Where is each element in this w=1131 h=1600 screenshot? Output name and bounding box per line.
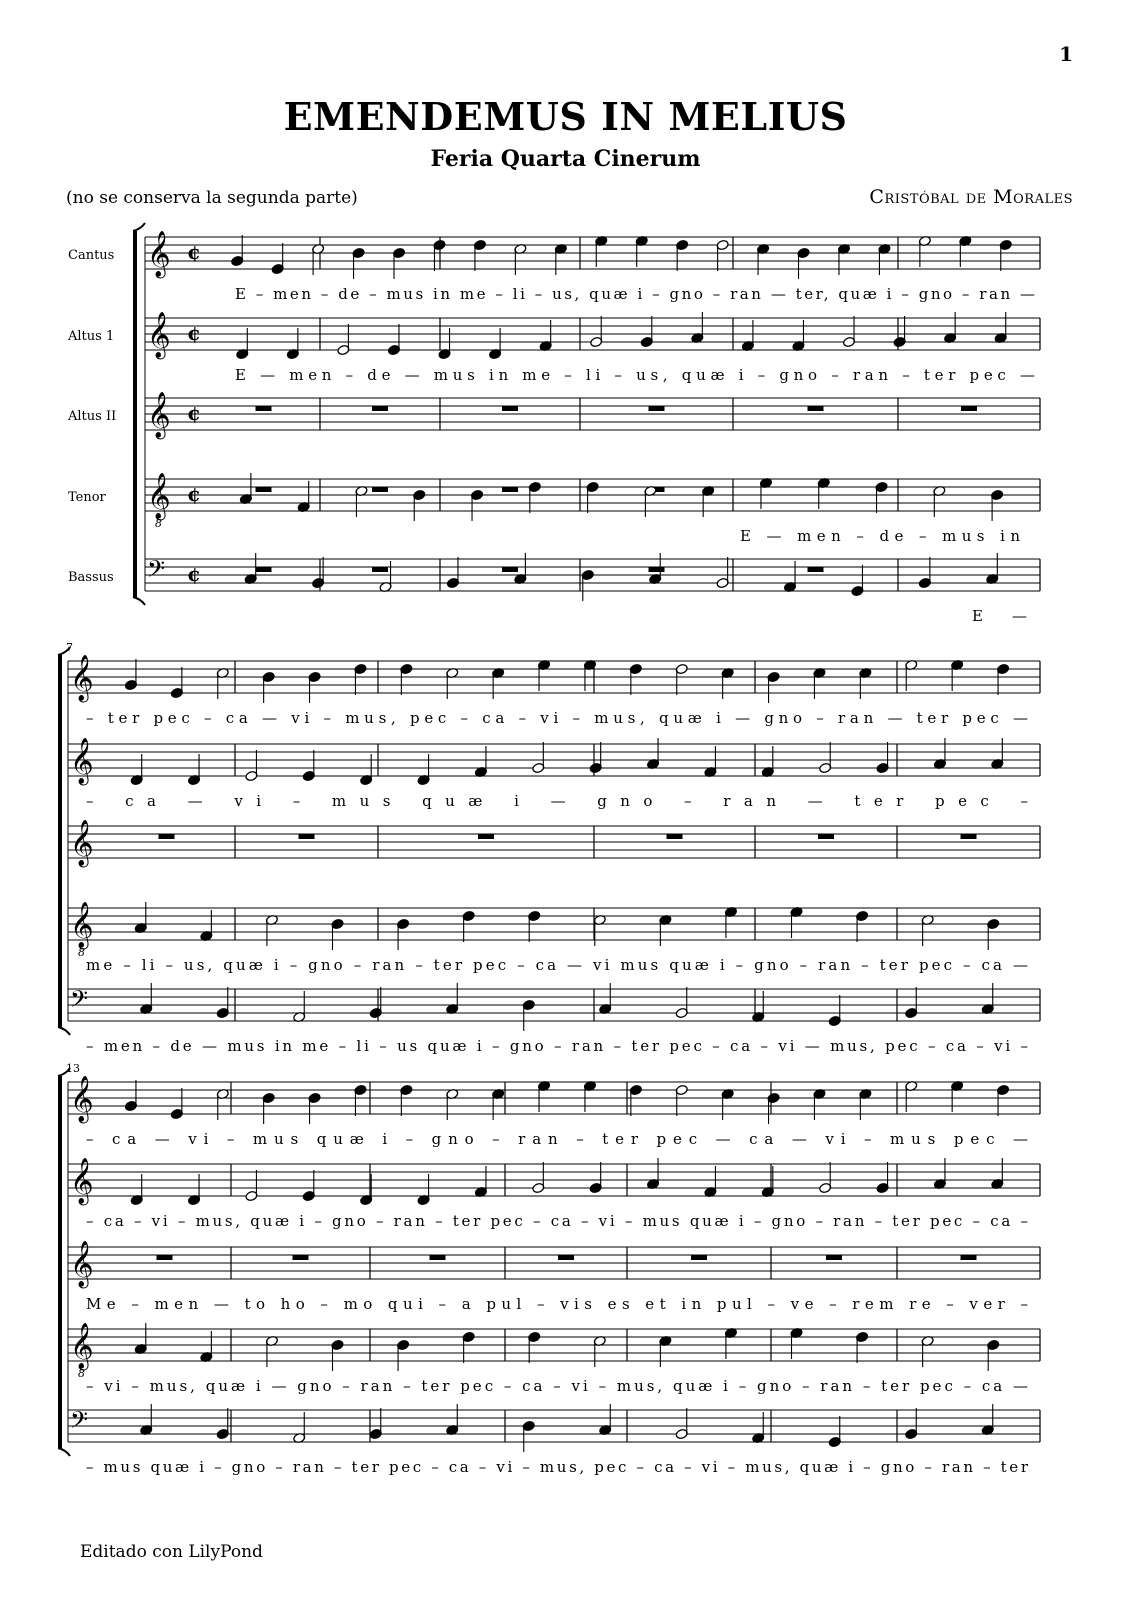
treble-clef: 𝄞 [70,1241,94,1287]
time-signature: ¢ [187,482,201,506]
whole-rest [502,567,518,572]
lyric-line: – ca – vi – mus, quæ i – gno – ran – ter pec – ca – vi – mus quæ i – gno – ran – ter pec – ca – [86,1212,1029,1230]
whole-rest [157,1255,173,1260]
lyric-line: me – li – us, quæ i – gno – ran – ter pec – ca — vi mus quæ i – gno – ran – ter pec – ca — [86,956,1028,974]
lyric-line: – ter pec – ca — vi – mus, pec – ca – vi – mus, quæ i — gno – ran — ter pec — [86,709,1028,727]
whole-rest [372,406,388,411]
lyric-line: E — [972,607,1027,625]
treble-clef: 𝄞 [70,902,94,948]
octave-marker: 8 [78,1367,85,1380]
footer-credit: Editado con LilyPond [80,1542,263,1562]
whole-rest [818,834,834,839]
lyric-line: – mus quæ i – gno – ran – ter pec – ca – vi – mus, pec – ca – vi – mus, quæ i – gno – ran – ter [86,1458,1029,1476]
time-signature: ¢ [187,321,201,345]
whole-rest [649,406,665,411]
bass-clef: 𝄢 [70,985,89,1018]
bracket-hook-bottom [58,1448,70,1456]
whole-rest [808,406,824,411]
whole-rest [808,567,824,572]
treble-clef: 𝄞 [147,231,171,277]
lyric-line: – ca — vi – mus quæ i – gno – ran – ter pec — ca — vi – mus pec — [86,1130,1028,1148]
treble-clef: 𝄞 [70,1158,94,1204]
treble-clef: 𝄞 [70,1323,94,1369]
lyric-line: E — men – de – mus in [740,527,1020,545]
treble-clef: 𝄞 [70,820,94,866]
voice-label: Bassus [68,570,114,585]
edition-note: (no se conserva la segunda parte) [66,188,358,208]
treble-clef: 𝄞 [70,738,94,784]
whole-rest [256,567,272,572]
voice-label: Altus 1 [68,329,115,344]
lyric-line: Me – men — to ho – mo qui – a pul – vis es et in pul – ve – rem re – ver – [86,1295,1029,1313]
voice-label: Altus II [68,409,117,424]
whole-rest [256,406,272,411]
whole-rest [256,487,272,492]
treble-clef: 𝄞 [147,392,171,438]
treble-clef: 𝄞 [70,1076,94,1122]
whole-rest [430,1255,446,1260]
whole-rest [961,834,977,839]
whole-rest [293,1255,309,1260]
measure-number: 13 [66,1062,80,1075]
whole-rest [826,1255,842,1260]
whole-rest [159,834,175,839]
lyric-line: – ca — vi – mus quæ i — gno – ran — ter pec – [86,792,1028,810]
lyric-line: – men – de — mus in me – li – us quæ i – gno – ran – ter pec – ca – vi — mus, pec – ca – vi – [86,1037,1028,1055]
bracket-hook-bottom [58,1027,70,1035]
voice-label: Cantus [68,248,115,263]
whole-rest [478,834,494,839]
time-signature: ¢ [187,562,201,586]
whole-rest [372,487,388,492]
piece-subtitle: Feria Quarta Cinerum [430,146,701,172]
whole-rest [558,1255,574,1260]
bracket-hook-top [133,223,145,231]
time-signature: ¢ [187,240,201,264]
time-signature: ¢ [187,401,201,425]
treble-clef: 𝄞 [70,655,94,701]
whole-rest [372,567,388,572]
voice-label: Tenor [68,490,106,505]
lyric-line: E – men – de – mus in me – li – us, quæ i – gno – ran — ter, quæ i – gno – ran — [235,285,1035,303]
whole-rest [667,834,683,839]
measure-number: 7 [66,641,73,654]
whole-rest [649,567,665,572]
whole-rest [691,1255,707,1260]
bass-clef: 𝄢 [70,1406,89,1439]
bracket-hook-bottom [133,597,145,605]
whole-rest [961,406,977,411]
treble-clef: 𝄞 [147,473,171,519]
page-number: 1 [1059,42,1073,66]
octave-marker: 8 [78,946,85,959]
composer: Cristóbal de Morales [869,186,1073,208]
piece-title: EMENDEMUS IN MELIUS [283,94,848,139]
whole-rest [299,834,315,839]
lyric-line: E — men – de — mus in me – li – us, quæ i – gno – ran – ter pec — [235,366,1035,384]
whole-rest [961,1255,977,1260]
whole-rest [502,487,518,492]
treble-clef: 𝄞 [147,312,171,358]
octave-marker: 8 [155,517,162,530]
lyric-line: – vi – mus, quæ i — gno – ran – ter pec – ca – vi – mus, quæ i – gno – ran – ter pec – ca — [86,1377,1028,1395]
whole-rest [502,406,518,411]
bass-clef: 𝄢 [147,555,166,588]
